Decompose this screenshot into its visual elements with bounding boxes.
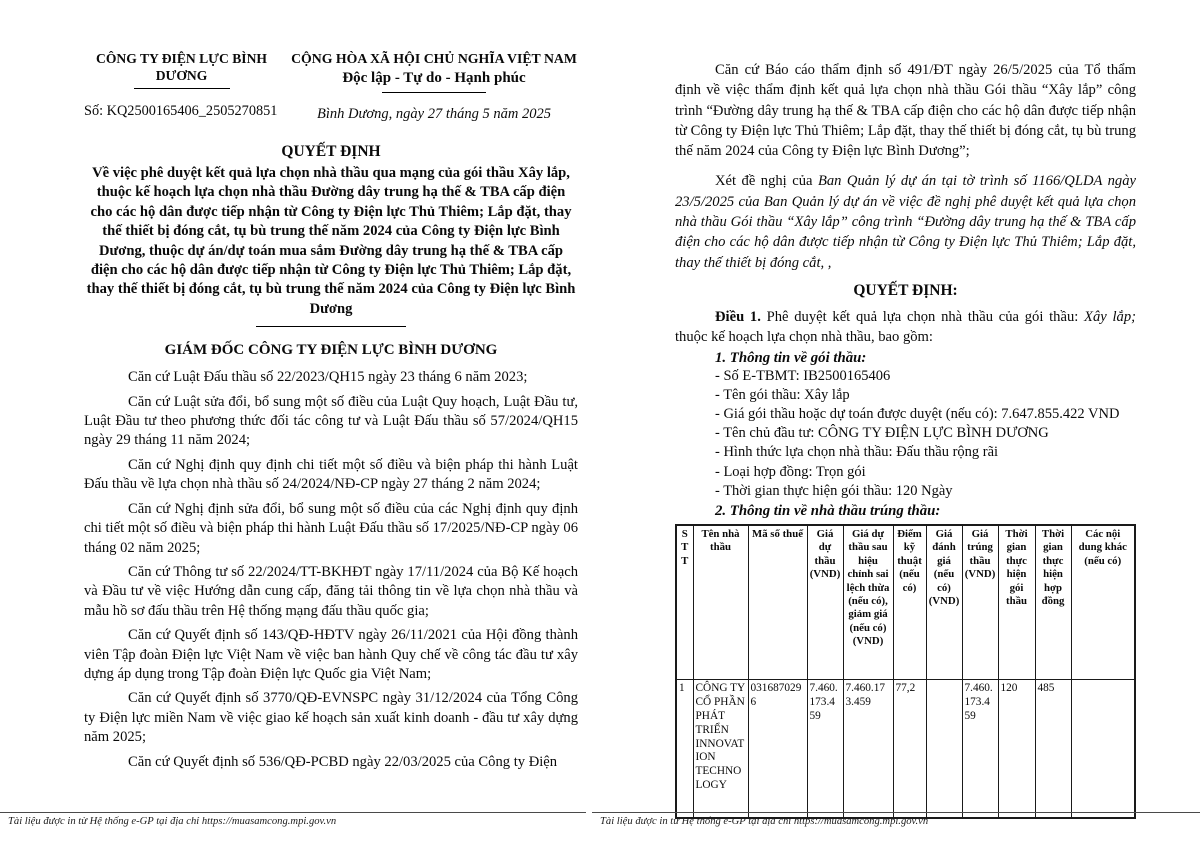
issuing-org-name: CÔNG TY ĐIỆN LỰC BÌNH DƯƠNG [96, 51, 267, 83]
col-header-tax-code: Mã số thuế [748, 525, 807, 680]
winner-table-header-row [676, 525, 1135, 680]
recital-paragraph: Căn cứ Quyết định số 143/QĐ-HĐTV ngày 26/11/2021 của Hội đồng thành viên Tập đoàn Điện lực Việt Nam về việc ban hành Quy chế về công tác đầu tư xây dựng áp dụng trong Tập đoàn Điện lực Quốc gia Việt Nam; [84, 627, 578, 682]
col-header-contractor-name: Tên nhà thầu [693, 525, 748, 680]
resolve-heading: QUYẾT ĐỊNH: [853, 281, 958, 299]
page-2 [675, 50, 1136, 819]
cell-stt: 1 [676, 680, 693, 818]
package-info-item: - Số E-TBMT: IB2500165406 [715, 367, 891, 384]
org-underline [134, 88, 230, 89]
col-header-corrected-bid-price: Giá dự thầu sau hiệu chỉnh sai lệch thừa (nếu có), giảm giá (nếu có) (VND) [843, 525, 893, 680]
col-header-evaluated-price: Giá đánh giá (nếu có) (VND) [926, 525, 962, 680]
col-header-winning-price: Giá trúng thầu (VND) [962, 525, 998, 680]
winner-table-row [676, 680, 1135, 818]
document-number: Số: KQ2500165406_2505270851 [84, 103, 278, 119]
article-1-package-name: Xây lắp; [1084, 308, 1136, 325]
col-header-stt: STT [676, 525, 693, 680]
package-info-item: - Hình thức lựa chọn nhà thầu: Đấu thầu rộng rãi [715, 444, 999, 461]
cell-technical-score: 77,2 [893, 680, 926, 818]
package-info-item: - Tên chủ đầu tư: CÔNG TY ĐIỆN LỰC BÌNH DƯƠNG [715, 425, 1049, 442]
recital-paragraph: Căn cứ Luật sửa đổi, bổ sung một số điều của Luật Quy hoạch, Luật Đầu tư, Luật Đầu tư theo phương thức đối tác công tư và Luật Đấu thầu số 57/2024/QH15 ngày 29 tháng 11 năm 2024; [84, 393, 578, 449]
col-header-contract-duration: Thời gian thực hiện hợp đồng [1035, 525, 1071, 680]
decision-heading: QUYẾT ĐỊNH [281, 143, 381, 160]
page-2-footer [592, 812, 1200, 827]
motto-underline [382, 92, 486, 93]
national-motto: Độc lập - Tự do - Hạnh phúc [342, 70, 526, 86]
title-underline [256, 326, 406, 327]
national-header-block [290, 50, 578, 123]
section-2-heading: 2. Thông tin về nhà thầu trúng thầu: [715, 502, 941, 519]
issuing-org-block [84, 50, 279, 123]
page-1-footer [0, 812, 586, 827]
national-title: CỘNG HÒA XÃ HỘI CHỦ NGHĨA VIỆT NAM [291, 51, 577, 66]
article-1-rest: thuộc kế hoạch lựa chọn nhà thầu, bao gồm: [675, 329, 933, 346]
col-header-package-duration: Thời gian thực hiện gói thầu [998, 525, 1035, 680]
cell-corrected-bid-price: 7.460.173.459 [843, 680, 893, 818]
director-heading: GIÁM ĐỐC CÔNG TY ĐIỆN LỰC BÌNH DƯƠNG [164, 342, 498, 359]
recital-paragraph: Căn cứ Thông tư số 22/2024/TT-BKHĐT ngày 17/11/2024 của Bộ Kế hoạch và Đầu tư về việc Hướng dẫn cung cấp, đăng tải thông tin về lựa chọn nhà thầu và mẫu hồ sơ đấu thầu trên Hệ thống mạng đấu thầu quốc gia; [84, 563, 578, 619]
recital-paragraph: Căn cứ Nghị định sửa đổi, bổ sung một số điều của các Nghị định quy định chi tiết một số điều và biện pháp thi hành Luật Đấu thầu số 17/2025/NĐ-CP ngày 06 tháng 02 năm 2025; [84, 500, 578, 556]
proposal-body: Ban Quản lý dự án tại tờ trình số 1166/QLDA ngày 23/5/2025 của Ban Quản lý dự án về việc đề nghị phê duyệt kết quả lựa chọn nhà thầu Gói thầu “Xây lắp” công trình “Đường dây trung hạ thế & TBA cấp điện cho các hộ dân được tiếp nhận từ Công ty Điện lực Thủ Thiêm; Lắp đặt, thay thế thiết bị đóng cắt, , [675, 173, 1136, 271]
package-info-item: - Giá gói thầu hoặc dự toán được duyệt (nếu có): 7.647.855.422 VND [715, 405, 1120, 422]
document-header [84, 50, 578, 123]
article-1-label: Điều 1. [715, 308, 761, 325]
recital-paragraph: Căn cứ Nghị định quy định chi tiết một số điều và biện pháp thi hành Luật Đấu thầu về lựa chọn nhà thầu số 24/2024/NĐ-CP ngày 27 tháng 2 năm 2024; [84, 456, 578, 493]
cell-bid-price: 7.460.173.459 [807, 680, 843, 818]
cell-contract-duration: 485 [1035, 680, 1071, 818]
proposal-lead: Xét đề nghị của [715, 173, 818, 190]
cell-package-duration: 120 [998, 680, 1035, 818]
section-1-heading: 1. Thông tin về gói thầu: [715, 349, 867, 366]
cell-tax-code: 0316870296 [748, 680, 807, 818]
article-1 [675, 307, 1136, 348]
package-info-item: - Tên gói thầu: Xây lắp [715, 386, 850, 403]
footer-note-right: Tài liệu được in từ Hệ thống e-GP tại địa chỉ https://muasamcong.mpi.gov.vn [600, 816, 929, 827]
recital-paragraph: Căn cứ Quyết định số 536/QĐ-PCBD ngày 22/03/2025 của Công ty Điện [128, 753, 558, 770]
decision-title: Về việc phê duyệt kết quả lựa chọn nhà thầu qua mạng của gói thầu Xây lắp, thuộc kế hoạch lựa chọn nhà thầu Đường dây trung hạ thế & TBA cấp điện cho các hộ dân được tiếp nhận từ Công ty Điện lực Thủ Thiêm; Lắp đặt, thay thế thiết bị đóng cắt, tụ bù trung thế năm 2024 của Công ty Điện lực Bình Dương, thuộc dự án/dự toán mua sắm Đường dây trung hạ thế & TBA cấp điện cho các hộ dân được tiếp nhận từ Công ty Điện lực Thủ Thiêm; Lắp đặt, thay thế thiết bị đóng cắt, tụ bù trung thế năm 2024 của Công ty Điện lực Bình Dương [86, 165, 576, 317]
package-info-item: - Thời gian thực hiện gói thầu: 120 Ngày [715, 482, 953, 499]
recital-paragraph: Căn cứ Quyết định số 3770/QĐ-EVNSPC ngày 31/12/2024 của Tổng Công ty Điện lực miền Nam về việc giao kế hoạch sản xuất kinh doanh - đầu tư xây dựng năm 2025; [84, 690, 578, 746]
cell-other-contents [1071, 680, 1135, 818]
col-header-technical-score: Điểm kỹ thuật (nếu có) [893, 525, 926, 680]
page-1 [84, 50, 578, 772]
package-info-item: - Loại hợp đồng: Trọn gói [715, 463, 866, 480]
cell-winning-price: 7.460.173.459 [962, 680, 998, 818]
col-header-other-contents: Các nội dung khác (nếu có) [1071, 525, 1135, 680]
appraisal-recital: Căn cứ Báo cáo thẩm định số 491/ĐT ngày 26/5/2025 của Tổ thẩm định về việc thẩm định kết quả lựa chọn nhà thầu Gói thầu “Xây lắp” công trình “Đường dây trung hạ thế & TBA cấp điện cho các hộ dân được tiếp nhận từ Công ty Điện lực Thủ Thiêm; Lắp đặt, thay thế thiết bị đóng cắt, tụ bù trung thế năm 2024 của Công ty Điện lực Bình Dương”; [675, 62, 1136, 160]
cell-evaluated-price [926, 680, 962, 818]
dateline: Bình Dương, ngày 27 tháng 5 năm 2025 [317, 106, 551, 122]
winner-table [675, 524, 1136, 819]
cell-contractor-name: CÔNG TY CỔ PHẦN PHÁT TRIỂN INNOVATION TECHNOLOGY [693, 680, 748, 818]
recital-paragraph: Căn cứ Luật Đấu thầu số 22/2023/QH15 ngày 23 tháng 6 năm 2023; [128, 369, 528, 386]
footer-note-left: Tài liệu được in từ Hệ thống e-GP tại địa chỉ https://muasamcong.mpi.gov.vn [8, 816, 337, 827]
article-1-text: Phê duyệt kết quả lựa chọn nhà thầu của gói thầu: [760, 308, 1085, 325]
proposal-recital [675, 171, 1136, 272]
col-header-bid-price: Giá dự thầu (VND) [807, 525, 843, 680]
